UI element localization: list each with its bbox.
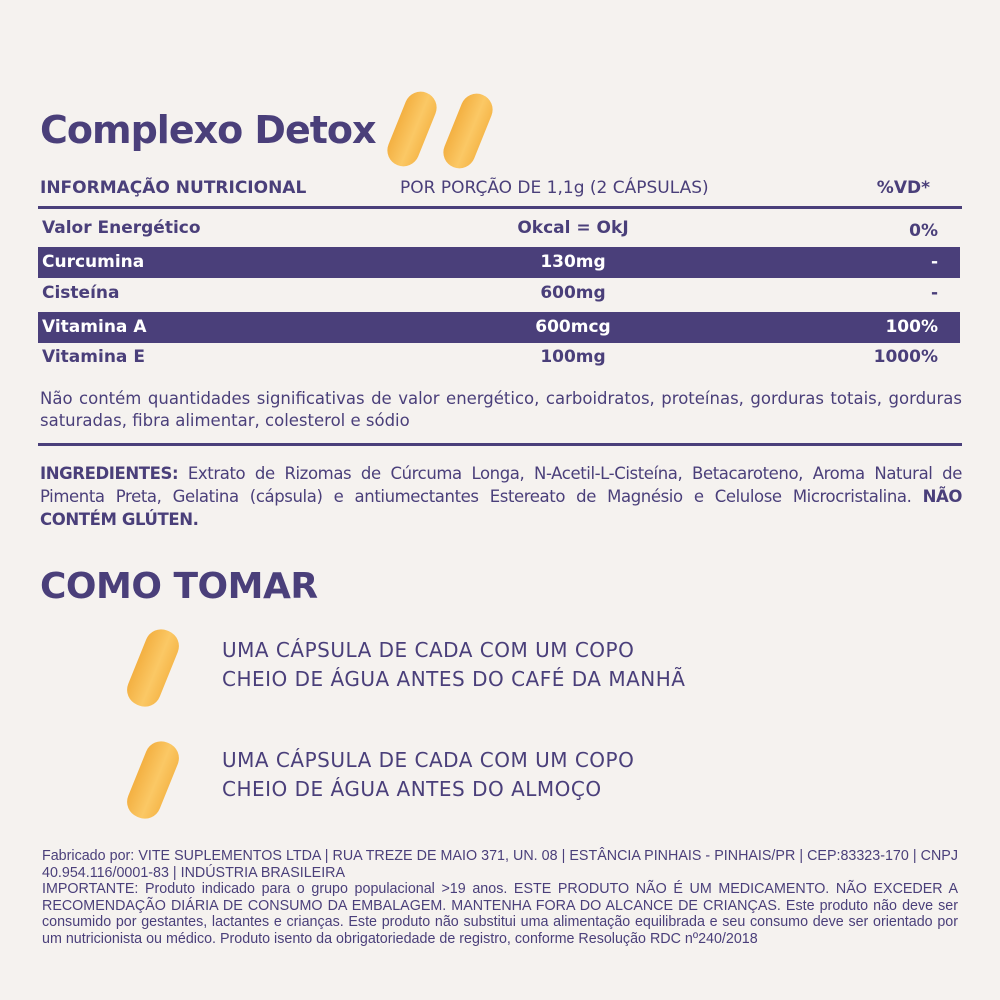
table-row bbox=[38, 342, 960, 373]
ingredients-label: INGREDIENTES: bbox=[40, 464, 179, 483]
capsule-icon bbox=[439, 89, 498, 173]
manufacturer-info: Fabricado por: VITE SUPLEMENTOS LTDA | RUA TREZE DE MAIO 371, UN. 08 | ESTÂNCIA PINHAIS - PINHAIS/PR | CEP:83323-170 | CNPJ 40.954.116/0001-83 | INDÚSTRIA BRASILEIRA bbox=[42, 848, 958, 881]
nutrient-vd: - bbox=[930, 252, 938, 272]
nutrient-value: 130mg bbox=[540, 252, 606, 272]
capsule-icon bbox=[122, 737, 183, 824]
step-line: CHEIO DE ÁGUA ANTES DO ALMOÇO bbox=[222, 777, 602, 801]
header-nutrition-info: INFORMAÇÃO NUTRICIONAL bbox=[40, 178, 307, 198]
table-row bbox=[38, 213, 960, 244]
table-row bbox=[38, 312, 960, 343]
nutrient-name: Vitamina A bbox=[42, 317, 147, 337]
nutrient-value: Okcal = OkJ bbox=[517, 218, 629, 238]
nutrient-vd: 100% bbox=[885, 317, 938, 337]
nutrient-vd: 1000% bbox=[873, 347, 938, 367]
nutrient-value: 600mg bbox=[540, 283, 606, 303]
nutrient-value: 600mcg bbox=[535, 317, 611, 337]
step-line: UMA CÁPSULA DE CADA COM UM COPO bbox=[222, 638, 635, 662]
header-vd: %VD* bbox=[876, 178, 930, 198]
nutrient-vd: - bbox=[930, 283, 938, 303]
nutrient-name: Vitamina E bbox=[42, 347, 145, 367]
table-row bbox=[38, 278, 960, 309]
table-row bbox=[38, 247, 960, 278]
gluten-warning: NÃO CONTÉM GLÚTEN. bbox=[40, 487, 962, 529]
capsule-icon bbox=[122, 625, 183, 712]
nutrient-value: 100mg bbox=[540, 347, 606, 367]
nutrition-note: Não contém quantidades significativas de valor energético, carboidratos, proteínas, gorduras totais, gorduras saturadas, fibra alimentar, colesterol e sódio bbox=[40, 389, 962, 430]
nutrient-vd: 0% bbox=[909, 221, 938, 241]
divider bbox=[38, 443, 962, 446]
product-title: Complexo Detox bbox=[40, 108, 376, 152]
capsule-icon bbox=[383, 87, 442, 171]
divider bbox=[38, 206, 962, 209]
ingredients bbox=[40, 462, 962, 531]
step-line: UMA CÁPSULA DE CADA COM UM COPO bbox=[222, 748, 635, 772]
nutrient-name: Valor Energético bbox=[42, 218, 201, 238]
nutrient-name: Curcumina bbox=[42, 252, 145, 272]
nutrient-name: Cisteína bbox=[42, 283, 120, 303]
ingredients-text: Extrato de Rizomas de Cúrcuma Longa, N-Acetil-L-Cisteína, Betacaroteno, Aroma Natural de Pimenta Preta, Gelatina (cápsula) e antiumectantes Estereato de Magnésio e Celulose Microcristalina. bbox=[40, 464, 962, 506]
header-portion: POR PORÇÃO DE 1,1g (2 CÁPSULAS) bbox=[400, 178, 709, 198]
how-to-title: COMO TOMAR bbox=[40, 566, 318, 607]
important-notice: IMPORTANTE: Produto indicado para o grupo populacional >19 anos. ESTE PRODUTO NÃO É UM MEDICAMENTO. NÃO EXCEDER A RECOMENDAÇÃO DIÁRIA DE CONSUMO DA EMBALAGEM. MANTENHA FORA DO ALCANCE DE CRIANÇAS. Este produto não deve ser consumido por gestantes, lactantes e crianças. Este produto não substitui uma alimentação equilibrada e seu consumo deve ser orientado por um nutricionista ou médico. Produto isento da obrigatoriedade de registro, conforme Resolução RDC nº240/2018 bbox=[42, 881, 958, 947]
step-1 bbox=[222, 636, 685, 694]
legal-footer bbox=[42, 848, 958, 947]
step-line: CHEIO DE ÁGUA ANTES DO CAFÉ DA MANHÃ bbox=[222, 667, 686, 691]
step-2 bbox=[222, 746, 634, 804]
